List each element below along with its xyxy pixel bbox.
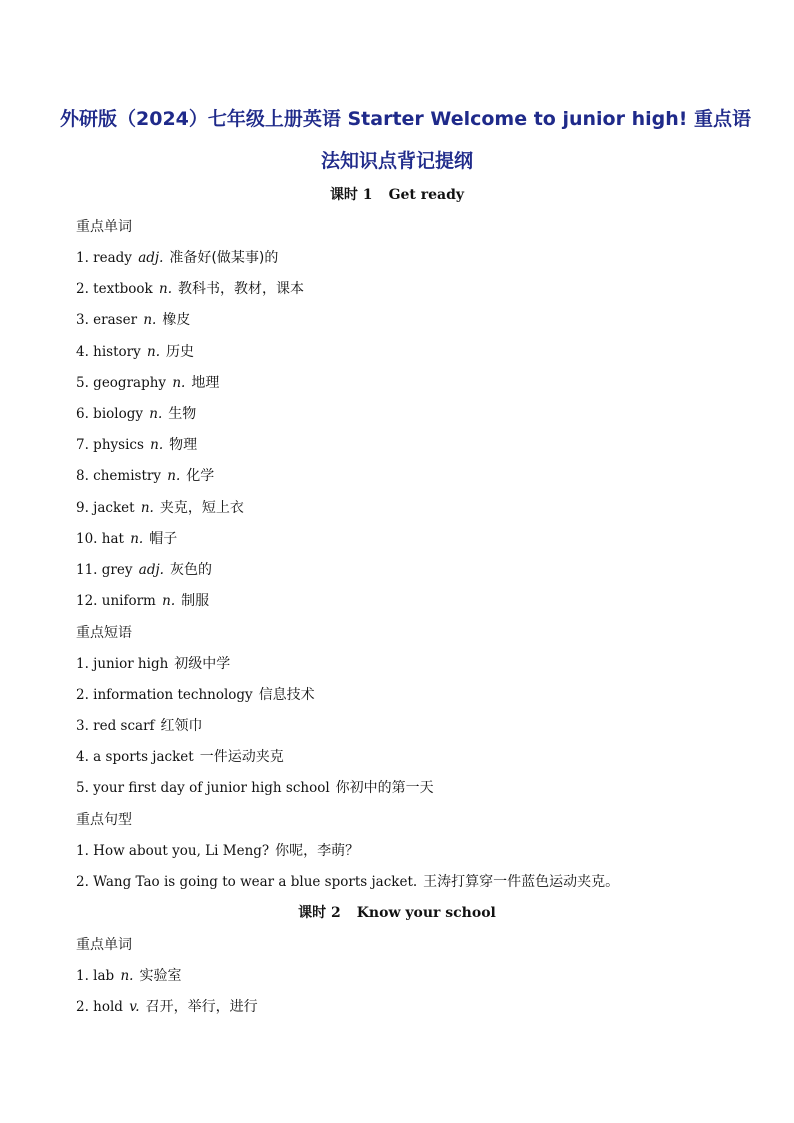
document-title-line-2: 法知识点背记提纲 bbox=[320, 150, 473, 172]
list-item: 1. How about you, Li Meng? 你呢，李萌？ bbox=[76, 843, 360, 859]
list-item: 2. textbook n. 教科书，教材，课本 bbox=[76, 281, 304, 297]
list-item: 3. red scarf 红领巾 bbox=[76, 718, 203, 734]
document-title-line-1: 外研版（2024）七年级上册英语 Starter Welcome to junior high! 重点语 bbox=[60, 108, 752, 130]
list-item: 2. Wang Tao is going to wear a blue sports jacket. 王涛打算穿一件蓝色运动夹克。 bbox=[76, 874, 620, 890]
list-item: 4. history n. 历史 bbox=[76, 344, 195, 360]
lesson-1-heading bbox=[0, 185, 794, 205]
list-item: 1. ready adj. 准备好(做某事)的 bbox=[76, 250, 279, 266]
list-item: 8. chemistry n. 化学 bbox=[76, 468, 215, 484]
section-heading-words: 重点单词 bbox=[76, 937, 132, 953]
list-item: 1. junior high 初级中学 bbox=[76, 656, 231, 672]
list-item: 5. geography n. 地理 bbox=[76, 375, 220, 391]
lesson-number: 课时 2 bbox=[298, 905, 341, 921]
list-item: 2. information technology 信息技术 bbox=[76, 687, 315, 703]
section-heading-words: 重点单词 bbox=[76, 219, 132, 235]
section-heading-phrases: 重点短语 bbox=[76, 625, 132, 641]
lesson-number: 课时 1 bbox=[329, 187, 373, 203]
lesson-2-heading bbox=[0, 903, 794, 923]
list-item: 7. physics n. 物理 bbox=[76, 437, 198, 453]
list-item: 10. hat n. 帽子 bbox=[76, 531, 178, 547]
list-item: 4. a sports jacket 一件运动夹克 bbox=[76, 749, 284, 765]
lesson-name: Get ready bbox=[388, 187, 465, 203]
list-item: 5. your first day of junior high school 你初中的第一天 bbox=[76, 780, 434, 796]
list-item: 1. lab n. 实验室 bbox=[76, 968, 182, 984]
section-heading-sentences: 重点句型 bbox=[76, 812, 132, 828]
list-item: 2. hold v. 召开，举行，进行 bbox=[76, 999, 258, 1015]
list-item: 3. eraser n. 橡皮 bbox=[76, 312, 191, 328]
lesson-name: Know your school bbox=[356, 905, 496, 921]
list-item: 12. uniform n. 制服 bbox=[76, 593, 210, 609]
list-item: 9. jacket n. 夹克，短上衣 bbox=[76, 500, 244, 516]
list-item: 6. biology n. 生物 bbox=[76, 406, 197, 422]
list-item: 11. grey adj. 灰色的 bbox=[76, 562, 212, 578]
